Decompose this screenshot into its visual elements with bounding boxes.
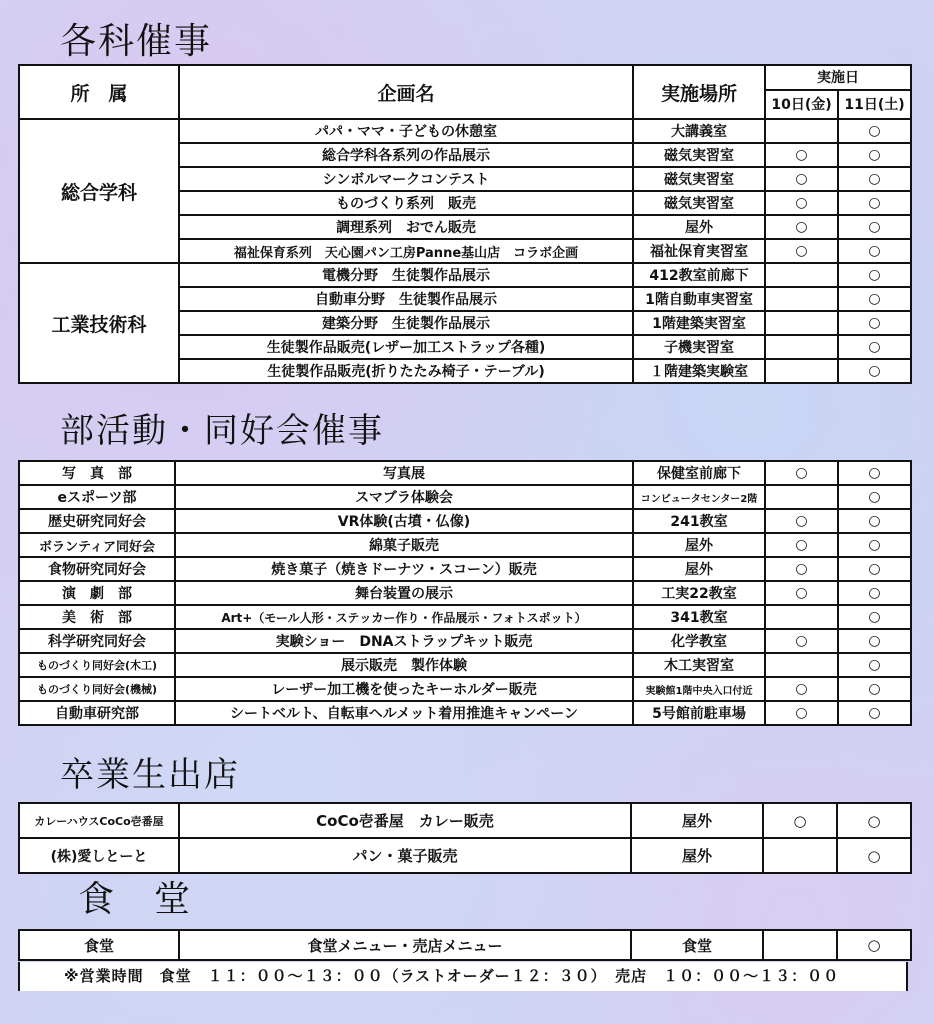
day10-cell: ○ — [765, 677, 838, 701]
day10-cell: ○ — [763, 803, 837, 838]
venue-cell: 1階自動車実習室 — [633, 287, 765, 311]
venue-cell: コンピュータセンター2階 — [633, 485, 765, 509]
day11-cell: ○ — [838, 557, 911, 581]
cafeteria-table — [18, 929, 912, 961]
day11-cell: ○ — [838, 167, 911, 191]
venue-cell: 屋外 — [633, 557, 765, 581]
day10-cell: ○ — [765, 557, 838, 581]
departments-table — [18, 64, 912, 384]
event-cell: パン・菓子販売 — [179, 838, 631, 873]
day11-cell: ○ — [838, 653, 911, 677]
day11-cell: ○ — [838, 461, 911, 485]
day11-cell: ○ — [838, 239, 911, 263]
day10-cell — [765, 485, 838, 509]
cafeteria-section-title: 食 堂 — [78, 879, 193, 920]
day10-cell — [763, 838, 837, 873]
day10-cell — [763, 930, 837, 960]
venue-cell: 工実22教室 — [633, 581, 765, 605]
day10-cell: ○ — [765, 533, 838, 557]
venue-cell: １階建築実験室 — [633, 359, 765, 383]
venue-cell: 1階建築実習室 — [633, 311, 765, 335]
day11-cell: ○ — [838, 335, 911, 359]
venue-cell: 福祉保育実習室 — [633, 239, 765, 263]
venue-cell: 保健室前廊下 — [633, 461, 765, 485]
event-cell: 建築分野 生徒製作品展示 — [179, 311, 633, 335]
table-row — [19, 581, 911, 605]
event-cell: 綿菓子販売 — [175, 533, 633, 557]
table-row — [19, 838, 911, 873]
venue-cell: 屋外 — [631, 838, 763, 873]
event-cell: CoCo壱番屋 カレー販売 — [179, 803, 631, 838]
event-cell: レーザー加工機を使ったキーホルダー販売 — [175, 677, 633, 701]
event-cell: 生徒製作品販売(レザー加工ストラップ各種) — [179, 335, 633, 359]
event-cell: 自動車分野 生徒製作品展示 — [179, 287, 633, 311]
event-cell: シンボルマークコンテスト — [179, 167, 633, 191]
affiliation-cell: ものづくり同好会(木工) — [19, 653, 175, 677]
affiliation-cell: eスポーツ部 — [19, 485, 175, 509]
day10-cell — [765, 311, 838, 335]
venue-cell: 屋外 — [633, 533, 765, 557]
affiliation-cell: (株)愛しとーと — [19, 838, 179, 873]
venue-cell: 241教室 — [633, 509, 765, 533]
table-row — [19, 461, 911, 485]
clubs-section-title: 部活動・同好会催事 — [60, 411, 384, 451]
affiliation-cell: 総合学科 — [19, 119, 179, 263]
table-header-row — [19, 65, 911, 90]
venue-cell: 屋外 — [633, 215, 765, 239]
venue-cell: 化学教室 — [633, 629, 765, 653]
table-row — [19, 119, 911, 143]
venue-cell: 食堂 — [631, 930, 763, 960]
venue-cell: 大講義室 — [633, 119, 765, 143]
day11-cell: ○ — [838, 287, 911, 311]
event-cell: VR体験(古墳・仏像) — [175, 509, 633, 533]
day11-cell: ○ — [838, 191, 911, 215]
alumni-table — [18, 802, 912, 874]
affiliation-cell: 写 真 部 — [19, 461, 175, 485]
day11-cell: ○ — [837, 838, 911, 873]
table-row — [19, 605, 911, 629]
day10-cell: ○ — [765, 629, 838, 653]
venue-cell: 磁気実習室 — [633, 191, 765, 215]
event-cell: 展示販売 製作体験 — [175, 653, 633, 677]
venue-cell: 木工実習室 — [633, 653, 765, 677]
day11-cell: ○ — [838, 311, 911, 335]
affiliation-cell: ボランティア同好会 — [19, 533, 175, 557]
event-cell: シートベルト、自転車ヘルメット着用推進キャンペーン — [175, 701, 633, 725]
table-row — [19, 485, 911, 509]
table-row — [19, 930, 911, 960]
day11-cell: ○ — [838, 701, 911, 725]
alumni-section-title: 卒業生出店 — [60, 755, 240, 795]
clubs-table — [18, 460, 912, 726]
venue-header: 実施場所 — [633, 65, 765, 119]
venue-cell: 5号館前駐車場 — [633, 701, 765, 725]
affiliation-cell: 食物研究同好会 — [19, 557, 175, 581]
table-row — [19, 533, 911, 557]
table-row — [19, 263, 911, 287]
day10-cell — [765, 335, 838, 359]
day10-header: 10日(金) — [765, 90, 838, 119]
affiliation-cell: 美 術 部 — [19, 605, 175, 629]
event-cell: 食堂メニュー・売店メニュー — [179, 930, 631, 960]
affiliation-cell: ものづくり同好会(機械) — [19, 677, 175, 701]
departments-section-title: 各科催事 — [60, 21, 213, 62]
affiliation-cell: 演 劇 部 — [19, 581, 175, 605]
day10-cell: ○ — [765, 461, 838, 485]
day10-cell: ○ — [765, 215, 838, 239]
day11-cell: ○ — [838, 533, 911, 557]
day11-cell: ○ — [838, 215, 911, 239]
affiliation-cell: 食堂 — [19, 930, 179, 960]
affiliation-cell: 科学研究同好会 — [19, 629, 175, 653]
day10-cell: ○ — [765, 167, 838, 191]
day11-cell: ○ — [838, 605, 911, 629]
venue-cell: 屋外 — [631, 803, 763, 838]
day11-cell: ○ — [837, 930, 911, 960]
day11-cell: ○ — [838, 677, 911, 701]
table-row — [19, 701, 911, 725]
day11-cell: ○ — [838, 485, 911, 509]
day10-cell: ○ — [765, 143, 838, 167]
table-row — [19, 803, 911, 838]
day10-cell — [765, 263, 838, 287]
event-cell: 焼き菓子（焼きドーナツ・スコーン）販売 — [175, 557, 633, 581]
event-cell: 生徒製作品販売(折りたたみ椅子・テーブル) — [179, 359, 633, 383]
event-cell: 調理系列 おでん販売 — [179, 215, 633, 239]
venue-cell: 磁気実習室 — [633, 143, 765, 167]
day11-cell: ○ — [838, 143, 911, 167]
venue-cell: 412教室前廊下 — [633, 263, 765, 287]
event-cell: 写真展 — [175, 461, 633, 485]
day11-cell: ○ — [838, 509, 911, 533]
event-cell: Art+（モール人形・ステッカー作り・作品展示・フォトスポット） — [175, 605, 633, 629]
day11-cell: ○ — [838, 263, 911, 287]
day11-cell: ○ — [838, 119, 911, 143]
venue-cell: 実験館1階中央入口付近 — [633, 677, 765, 701]
affiliation-cell: 歴史研究同好会 — [19, 509, 175, 533]
day10-cell: ○ — [765, 239, 838, 263]
day11-cell: ○ — [837, 803, 911, 838]
venue-cell: 磁気実習室 — [633, 167, 765, 191]
day10-cell: ○ — [765, 509, 838, 533]
day11-cell: ○ — [838, 359, 911, 383]
table-row — [19, 557, 911, 581]
affiliation-cell: 自動車研究部 — [19, 701, 175, 725]
day10-cell — [765, 287, 838, 311]
venue-cell: 子機実習室 — [633, 335, 765, 359]
day10-cell — [765, 653, 838, 677]
affiliation-header: 所 属 — [19, 65, 179, 119]
day10-cell: ○ — [765, 191, 838, 215]
event-cell: ものづくり系列 販売 — [179, 191, 633, 215]
date-header: 実施日 — [765, 65, 911, 90]
event-cell: スマブラ体験会 — [175, 485, 633, 509]
event-cell: 舞台装置の展示 — [175, 581, 633, 605]
event-cell: パパ・ママ・子どもの休憩室 — [179, 119, 633, 143]
event-cell: 実験ショー DNAストラップキット販売 — [175, 629, 633, 653]
day11-header: 11日(土) — [838, 90, 911, 119]
event-name-header: 企画名 — [179, 65, 633, 119]
table-row — [19, 677, 911, 701]
table-row — [19, 653, 911, 677]
day10-cell — [765, 359, 838, 383]
table-row — [19, 509, 911, 533]
affiliation-cell: カレーハウスCoCo壱番屋 — [19, 803, 179, 838]
event-cell: 総合学科各系列の作品展示 — [179, 143, 633, 167]
affiliation-cell: 工業技術科 — [19, 263, 179, 383]
day10-cell — [765, 119, 838, 143]
day10-cell: ○ — [765, 581, 838, 605]
day10-cell — [765, 605, 838, 629]
day11-cell: ○ — [838, 581, 911, 605]
day11-cell: ○ — [838, 629, 911, 653]
business-hours-note: ※営業時間 食堂 １１：００～１３：００（ラストオーダー１２：３０） 売店 １０：００～１３：００ — [18, 962, 908, 991]
event-cell: 電機分野 生徒製作品展示 — [179, 263, 633, 287]
venue-cell: 341教室 — [633, 605, 765, 629]
event-cell: 福祉保育系列 天心園パン工房Panne基山店 コラボ企画 — [179, 239, 633, 263]
day10-cell: ○ — [765, 701, 838, 725]
table-row — [19, 629, 911, 653]
